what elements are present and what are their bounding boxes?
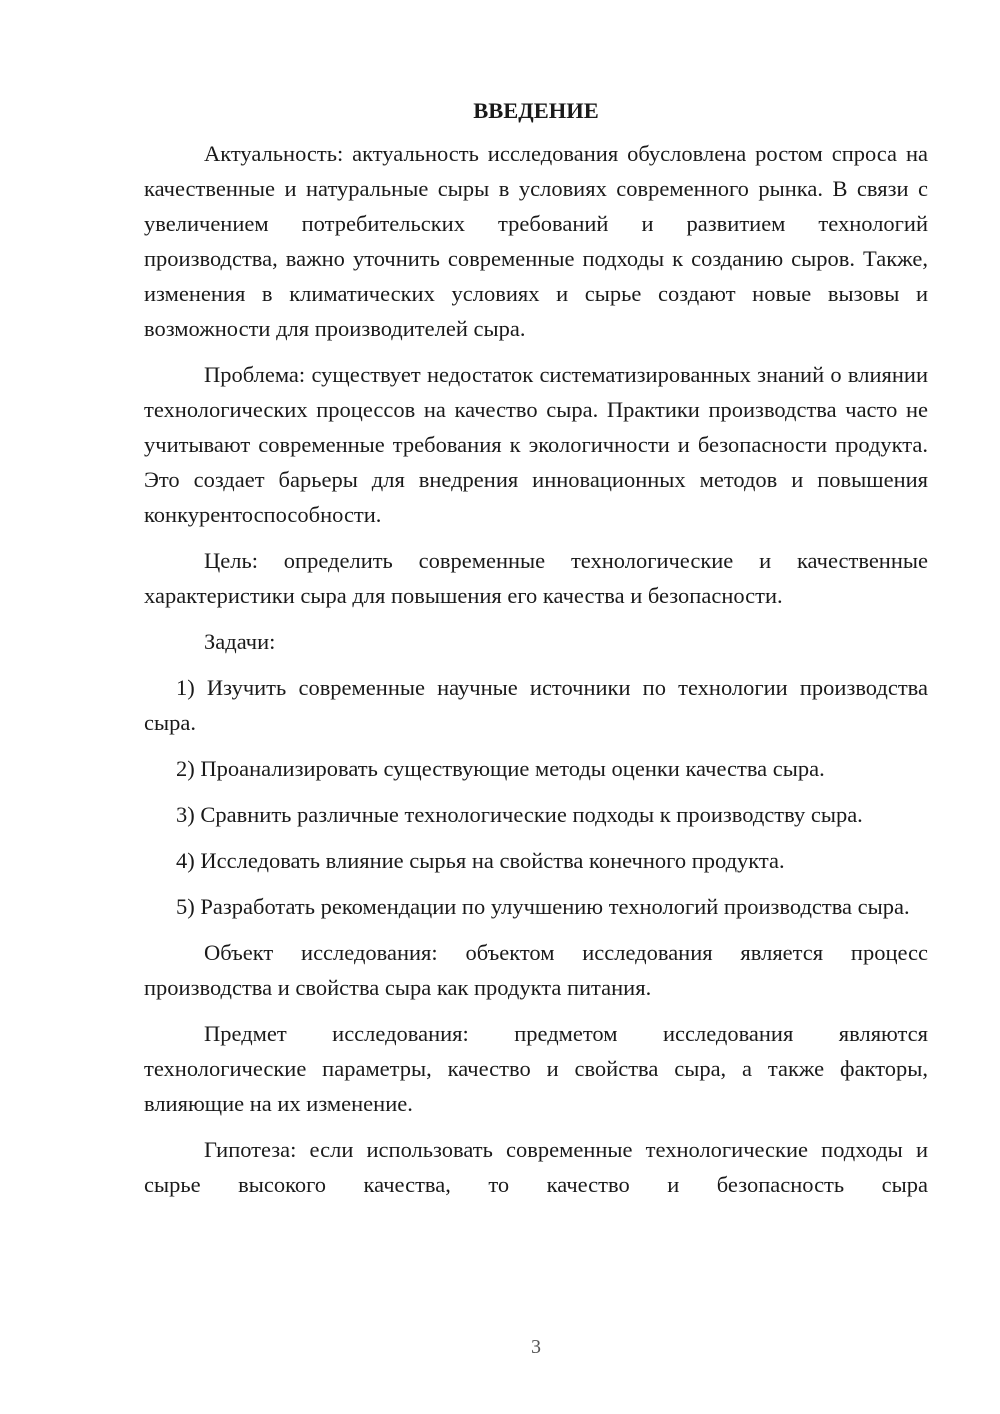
paragraph-problem: Проблема: существует недостаток систематизированных знаний о влиянии технологических процессов на качество сыра. Практики производства часто не учитывают современные требования к экологичности и безопасности продукта. Это создает барьеры для внедрения инновационных методов и повышения конкурентоспособности.: [144, 362, 928, 527]
task-item-5: 5) Разработать рекомендации по улучшению технологий производства сыра.: [176, 894, 910, 919]
paragraph-hypothesis: Гипотеза: если использовать современные технологические подходы и сырье высокого качества, то качество и безопасность сыра: [144, 1137, 928, 1197]
paragraph-tasks-heading: Задачи:: [204, 629, 276, 654]
task-item-2: 2) Проанализировать существующие методы оценки качества сыра.: [176, 756, 825, 781]
page-number: 3: [531, 1336, 541, 1358]
paragraph-object: Объект исследования: объектом исследования является процесс производства и свойства сыра как продукта питания.: [144, 940, 928, 1000]
document-body: [144, 96, 928, 1202]
paragraph-goal: Цель: определить современные технологические и качественные характеристики сыра для повышения его качества и безопасности.: [144, 548, 928, 608]
task-item-1: 1) Изучить современные научные источники по технологии производства сыра.: [144, 675, 928, 735]
page-title: ВВЕДЕНИЕ: [473, 98, 599, 123]
paragraph-relevance: Актуальность: актуальность исследования обусловлена ростом спроса на качественные и натуральные сыры в условиях современного рынка. В связи с увеличением потребительских требований и развитием технологий производства, важно уточнить современные подходы к созданию сыров. Также, изменения в климатических условиях и сырье создают новые вызовы и возможности для производителей сыра.: [144, 141, 928, 341]
paragraph-subject: Предмет исследования: предметом исследования являются технологические параметры, качество и свойства сыра, а также факторы, влияющие на их изменение.: [144, 1021, 928, 1116]
task-item-4: 4) Исследовать влияние сырья на свойства конечного продукта.: [176, 848, 785, 873]
task-item-3: 3) Сравнить различные технологические подходы к производству сыра.: [176, 802, 863, 827]
